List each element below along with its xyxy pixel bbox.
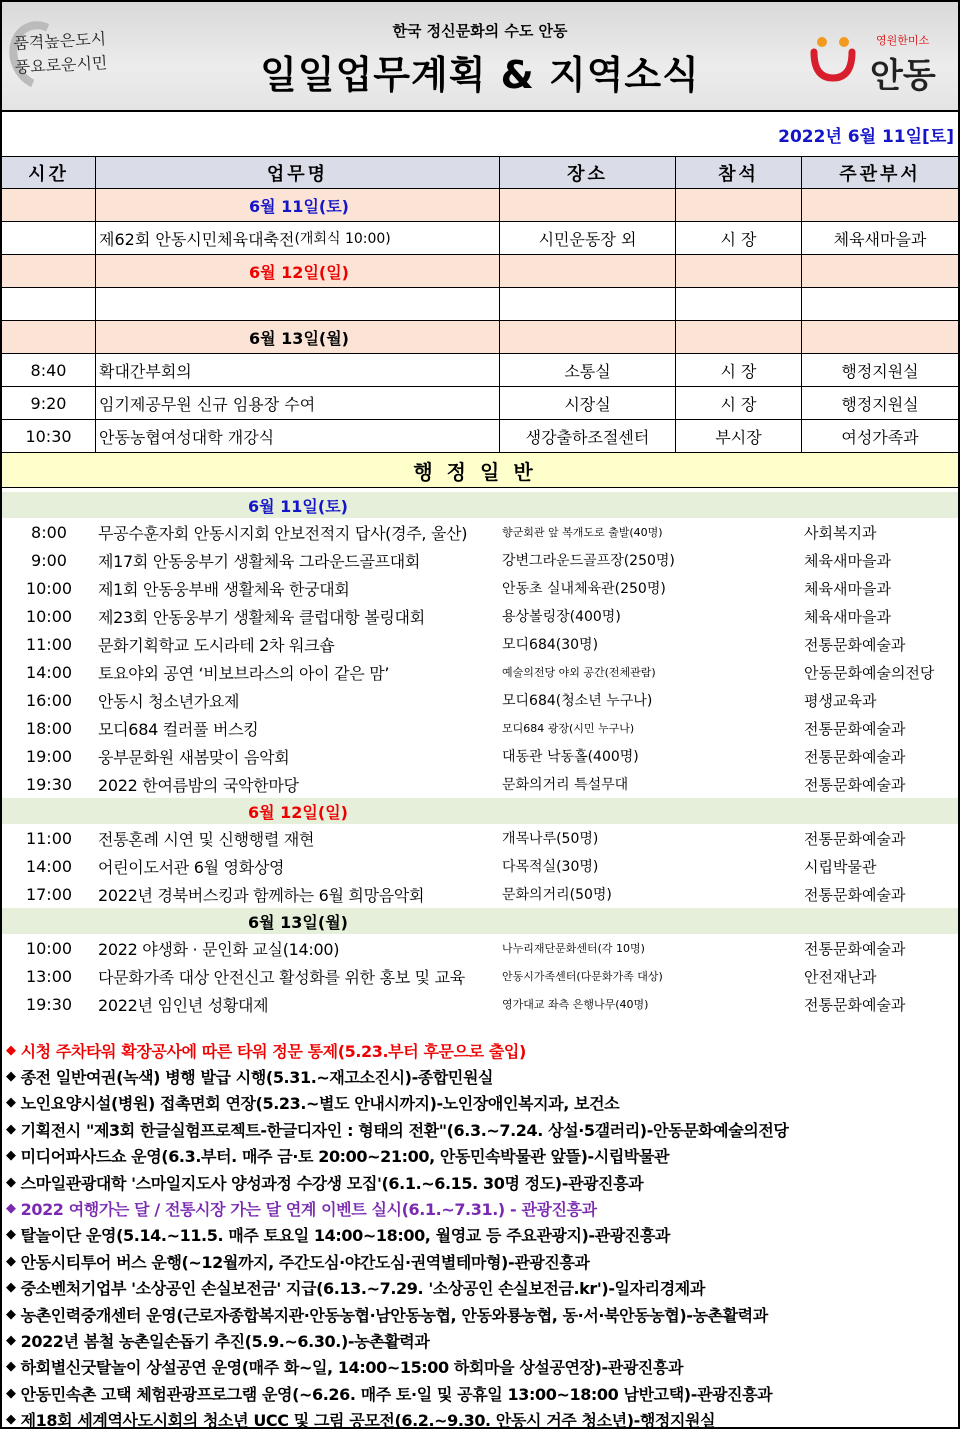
row-task-name: 임기제공무원 신규 임용장 수여 (99, 394, 316, 414)
row-time (2, 288, 96, 320)
list-item (2, 686, 958, 714)
item-dept: 사회복지과 (804, 523, 877, 542)
notice-item (6, 1143, 956, 1169)
item-dept: 시립박물관 (804, 857, 877, 876)
item-time: 19:00 (25, 746, 73, 766)
item-dept: 평생교육과 (804, 691, 877, 710)
notice-text: 기획전시 "제3회 한글실험프로젝트-한글디자인 : 형태의 전환"(6.3.~7.24. 상설·5갤러리)-안동문화예술의전당 (20, 1120, 789, 1140)
row-place (500, 288, 676, 320)
list-item (2, 742, 958, 770)
logo-tagline: 영원한미소 (876, 34, 930, 47)
table-row (2, 288, 958, 321)
list-item (2, 770, 958, 798)
row-dept: 행정지원실 (841, 394, 919, 414)
item-dept: 전통문화예술과 (804, 829, 906, 848)
item-name: 제17회 안동웅부기 생활체육 그라운드골프대회 (98, 551, 421, 571)
row-attend: 시 장 (676, 387, 802, 419)
diamond-bullet-icon: ◆ (6, 1121, 16, 1137)
item-name: 2022년 경북버스킹과 함께하는 6월 희망음악회 (98, 885, 425, 905)
row-attend: 부시장 (676, 420, 802, 452)
day-attend-cell (676, 255, 802, 287)
diamond-bullet-icon: ◆ (6, 1069, 16, 1085)
item-name: 무공수훈자회 안동시지회 안보전적지 답사(경주, 울산) (98, 523, 468, 543)
row-task-name: 확대간부회의 (99, 361, 192, 381)
notice-text: 탈놀이단 운영(5.14.~11.5. 매주 토요일 14:00~18:00, 월영교 등 주요관광지)-관광진흥과 (20, 1226, 670, 1246)
notice-item (6, 1037, 956, 1063)
row-attend: 시 장 (676, 222, 802, 254)
notice-item (6, 1063, 956, 1089)
item-time: 10:00 (25, 606, 73, 626)
diamond-bullet-icon: ◆ (6, 1227, 16, 1243)
notice-text: 중소벤처기업부 '소상공인 손실보전금' 지급(6.13.~7.29. '소상공인 손실보전금.kr')-일자리경제과 (20, 1279, 705, 1299)
admin-section-title: 행정일반 (2, 453, 958, 488)
row-dept: 체육새마을과 (833, 229, 927, 249)
day-time-cell (2, 321, 96, 353)
row-place: 시민운동장 외 (500, 222, 676, 254)
col-attend-header: 참석 (676, 157, 802, 188)
diamond-bullet-icon: ◆ (6, 1359, 16, 1375)
item-time: 11:00 (25, 828, 73, 848)
diamond-bullet-icon: ◆ (6, 1042, 16, 1058)
notice-item (6, 1354, 956, 1380)
col-place-header: 장소 (500, 157, 676, 188)
notice-text: 종전 일반여권(녹색) 병행 발급 시행(5.31.~재고소진시)-종합민원실 (20, 1068, 494, 1088)
row-attend (676, 288, 802, 320)
header (2, 2, 958, 112)
day-time-cell (2, 255, 96, 287)
row-dept (802, 288, 958, 320)
item-name: 제1회 안동웅부배 생활체육 한궁대회 (98, 579, 350, 599)
notice-item (6, 1169, 956, 1195)
item-dept: 전통문화예술과 (804, 995, 906, 1014)
item-place: 향군회관 앞 복개도로 출발(40명) (502, 526, 663, 539)
notice-text: 농촌인력중개센터 운영(근로자종합복지관·안동농협·남안동농협, 안동와룡농협, 동·서·북안동농협)-농촌활력과 (20, 1305, 768, 1325)
day-label: 6월 11일(토) (96, 189, 500, 221)
admin-day-label: 6월 13일(월) (2, 908, 958, 934)
col-dept-header: 주관부서 (839, 163, 921, 185)
list-item (2, 852, 958, 880)
row-task (96, 354, 500, 386)
logo-name: 안동 (870, 56, 936, 96)
row-place: 소통실 (500, 354, 676, 386)
day-dept-cell (802, 321, 958, 353)
row-place: 시장실 (500, 387, 676, 419)
day-row (2, 189, 958, 222)
day-place-cell (500, 189, 676, 221)
slogan-line1: 품격높은도시 (12, 29, 107, 53)
day-attend-cell (676, 321, 802, 353)
notice-item (6, 1301, 956, 1327)
item-dept: 체육새마을과 (804, 579, 891, 598)
item-dept: 체육새마을과 (804, 607, 891, 626)
andong-smile-logo-icon (808, 32, 858, 84)
item-time: 16:00 (25, 690, 73, 710)
table-row (2, 222, 958, 255)
list-item (2, 546, 958, 574)
list-item (2, 602, 958, 630)
notice-item (6, 1275, 956, 1301)
list-item (2, 630, 958, 658)
item-time: 14:00 (25, 662, 73, 682)
notice-item (6, 1327, 956, 1353)
item-place: 예술의전당 야외 공간(전체관람) (502, 666, 656, 679)
row-time: 8:40 (2, 354, 96, 386)
item-place: 나누리재단문화센터(각 10명) (502, 942, 645, 955)
row-task-name: 안동농협여성대학 개강식 (99, 427, 275, 447)
item-name: 문화기획학교 도시라테 2차 워크숍 (98, 635, 335, 655)
notice-text: 시청 주차타워 확장공사에 따른 타워 정문 통제(5.23.부터 후문으로 출입) (20, 1041, 526, 1061)
item-place: 안동초 실내체육관(250명) (502, 581, 666, 597)
schedule-table (2, 156, 958, 488)
report-date: 2022년 6월 11일[토] (778, 127, 954, 147)
diamond-bullet-icon: ◆ (6, 1201, 16, 1217)
day-dept-cell (802, 255, 958, 287)
item-dept: 전통문화예술과 (804, 635, 906, 654)
table-row (2, 354, 958, 387)
item-name: 전통혼례 시연 및 신행행렬 재현 (98, 829, 315, 849)
item-name: 다문화가족 대상 안전신고 활성화를 위한 홍보 및 교육 (98, 967, 465, 987)
list-item (2, 824, 958, 852)
item-name: 모디684 컬러풀 버스킹 (98, 719, 259, 739)
row-dept: 행정지원실 (841, 361, 919, 381)
list-item (2, 990, 958, 1018)
item-place: 용상볼링장(400명) (502, 609, 621, 625)
diamond-bullet-icon: ◆ (6, 1412, 16, 1428)
list-item (2, 934, 958, 962)
diamond-bullet-icon: ◆ (6, 1306, 16, 1322)
item-time: 13:00 (25, 966, 73, 986)
day-row (2, 321, 958, 354)
item-dept: 전통문화예술과 (804, 775, 906, 794)
day-dept-cell (802, 189, 958, 221)
row-task-name: 제62회 안동시민체육대축전 (99, 229, 295, 249)
item-place: 강변그라운드골프장(250명) (502, 553, 675, 569)
row-time (2, 222, 96, 254)
notice-item (6, 1248, 956, 1274)
notice-text: 안동시티투어 버스 운행(~12월까지, 주간도심·야간도심·권역별테마형)-관광진흥과 (20, 1252, 590, 1272)
col-time-header: 시간 (2, 157, 96, 188)
item-place: 문화의거리 특설무대 (502, 777, 629, 793)
item-name: 토요야외 공연 ‘비보브라스의 아이 같은 맘’ (98, 663, 390, 683)
table-row (2, 420, 958, 453)
item-place: 대동관 낙동홀(400명) (502, 749, 639, 765)
notice-text: 미디어파사드쇼 운영(6.3.부터. 매주 금·토 20:00~21:00, 안동민속박물관 앞뜰)-시립박물관 (20, 1147, 670, 1167)
day-label: 6월 13일(월) (96, 321, 500, 353)
slogan-line2: 풍요로운시민 (14, 53, 108, 77)
item-dept: 체육새마을과 (804, 551, 891, 570)
item-place: 모디684 광장(시민 누구나) (502, 722, 635, 735)
day-time-cell (2, 189, 96, 221)
item-dept: 전통문화예술과 (804, 939, 906, 958)
item-place: 안동시가족센터(다문화가족 대상) (502, 970, 663, 983)
item-dept: 전통문화예술과 (804, 747, 906, 766)
item-name: 어린이도서관 6월 영화상영 (98, 857, 285, 877)
item-time: 10:00 (25, 578, 73, 598)
item-place: 문화의거리(50명) (502, 887, 612, 903)
diamond-bullet-icon: ◆ (6, 1174, 16, 1190)
item-place: 모디684(30명) (502, 637, 599, 653)
item-time: 14:00 (25, 856, 73, 876)
diamond-bullet-icon: ◆ (6, 1095, 16, 1111)
list-item (2, 880, 958, 908)
item-time: 11:00 (25, 634, 73, 654)
item-place: 개목나루(50명) (502, 831, 599, 847)
row-time: 10:30 (2, 420, 96, 452)
day-place-cell (500, 255, 676, 287)
item-time: 18:00 (25, 718, 73, 738)
admin-list (2, 492, 958, 1018)
item-time: 17:00 (25, 884, 73, 904)
notice-text: 2022년 봄철 농촌일손돕기 추진(5.9.~6.30.)-농촌활력과 (20, 1331, 430, 1351)
schedule-rows (2, 189, 958, 453)
list-item (2, 518, 958, 546)
diamond-bullet-icon: ◆ (6, 1385, 16, 1401)
notice-item (6, 1116, 956, 1142)
day-label: 6월 12일(일) (96, 255, 500, 287)
notice-item (6, 1195, 956, 1221)
day-attend-cell (676, 189, 802, 221)
notice-text: 노인요양시설(병원) 접촉면회 연장(5.23.~별도 안내시까지)-노인장애인복지과, 보건소 (20, 1094, 620, 1114)
list-item (2, 962, 958, 990)
item-dept: 전통문화예술과 (804, 885, 906, 904)
page-title: 일일업무계획 & 지역소식 (260, 53, 700, 97)
notice-text: 스마일관광대학 '스마일지도사 양성과정 수강생 모집'(6.1.~6.15. 30명 정도)-관광진흥과 (20, 1173, 644, 1193)
item-place: 다목적실(30명) (502, 859, 599, 875)
notice-text: 하회별신굿탈놀이 상설공연 운영(매주 화~일, 14:00~15:00 하회마을 상설공연장)-관광진흥과 (20, 1358, 684, 1378)
list-item (2, 714, 958, 742)
day-row (2, 255, 958, 288)
col-task-header: 업무명 (96, 157, 500, 188)
subtitle: 한국 정신문화의 수도 안동 (392, 22, 568, 40)
row-task (96, 420, 500, 452)
item-time: 8:00 (31, 522, 67, 542)
row-dept: 여성가족과 (841, 427, 919, 447)
row-task (96, 387, 500, 419)
item-time: 10:00 (25, 938, 73, 958)
row-attend: 시 장 (676, 354, 802, 386)
item-dept: 전통문화예술과 (804, 719, 906, 738)
item-name: 웅부문화원 새봄맞이 음악회 (98, 747, 290, 767)
item-name: 안동시 청소년가요제 (98, 691, 240, 711)
item-time: 9:00 (31, 550, 67, 570)
notice-item (6, 1380, 956, 1406)
item-time: 19:30 (25, 774, 73, 794)
notice-text: 제18회 세계역사도시회의 청소년 UCC 및 그림 공모전(6.2.~9.30. 안동시 거주 청소년)-행정지원실 (20, 1411, 716, 1431)
diamond-bullet-icon: ◆ (6, 1280, 16, 1296)
list-item (2, 658, 958, 686)
item-dept: 안동문화예술의전당 (804, 663, 935, 682)
item-dept: 안전재난과 (804, 967, 877, 986)
row-task (96, 222, 500, 254)
row-place: 생강출하조절센터 (500, 420, 676, 452)
list-item (2, 574, 958, 602)
table-row (2, 387, 958, 420)
notice-list (6, 1037, 956, 1433)
notice-text: 안동민속촌 고택 체험관광프로그램 운영(~6.26. 매주 토·일 및 공휴일 13:00~18:00 남반고택)-관광진흥과 (20, 1384, 773, 1404)
item-place: 영가대교 좌측 은행나무(40명) (502, 998, 649, 1011)
notice-item (6, 1222, 956, 1248)
diamond-bullet-icon: ◆ (6, 1148, 16, 1164)
item-name: 2022 한여름밤의 국악한마당 (98, 775, 299, 795)
diamond-bullet-icon: ◆ (6, 1332, 16, 1348)
item-name: 2022 야생화 · 문인화 교실(14:00) (98, 939, 340, 959)
item-name: 2022년 임인년 성황대제 (98, 995, 269, 1015)
day-place-cell (500, 321, 676, 353)
item-time: 19:30 (25, 994, 73, 1014)
item-place: 모디684(청소년 누구나) (502, 693, 653, 709)
row-time: 9:20 (2, 387, 96, 419)
item-name: 제23회 안동웅부기 생활체육 클럽대항 볼링대회 (98, 607, 425, 627)
notice-item (6, 1090, 956, 1116)
admin-day-label: 6월 11일(토) (2, 492, 958, 518)
table-header (2, 156, 958, 189)
admin-day-label: 6월 12일(일) (2, 798, 958, 824)
notice-text: 2022 여행가는 달 / 전통시장 가는 달 연계 이벤트 실시(6.1.~7.31.) - 관광진흥과 (20, 1200, 597, 1220)
diamond-bullet-icon: ◆ (6, 1253, 16, 1269)
row-task (96, 288, 500, 320)
andong-logo (808, 26, 948, 96)
row-task-note: (개회식 10:00) (294, 231, 391, 247)
